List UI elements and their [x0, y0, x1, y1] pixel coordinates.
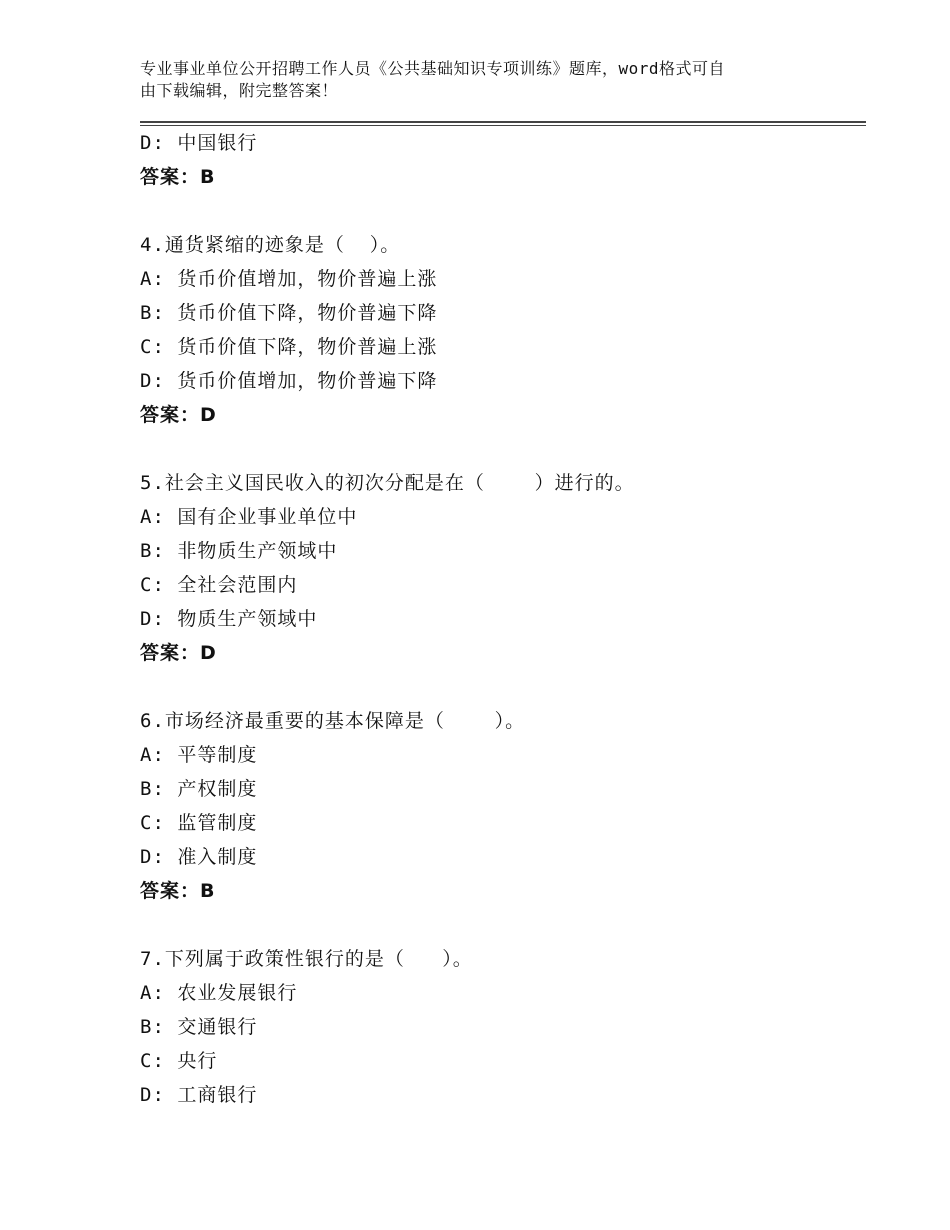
spacer: [140, 194, 866, 228]
header-divider-thick: [140, 121, 866, 123]
question-5-answer: 答案：D: [140, 642, 217, 664]
question-4-option-b: B: 货币价值下降，物价普遍下降: [140, 302, 438, 324]
spacer: [140, 432, 866, 466]
question-6-stem: 6.市场经济最重要的基本保障是（ ）。: [140, 710, 526, 732]
question-6-option-c: C: 监管制度: [140, 812, 258, 834]
question-7-option-c: C: 央行: [140, 1050, 218, 1072]
question-list: [140, 126, 866, 1112]
spacer: [140, 670, 866, 704]
question-7: [140, 942, 866, 1112]
question-4: [140, 228, 866, 432]
question-3-answer: 答案：B: [140, 166, 216, 188]
document-header: [140, 58, 820, 102]
question-4-option-d: D: 货币价值增加，物价普遍下降: [140, 370, 438, 392]
question-4-option-c: C: 货币价值下降，物价普遍上涨: [140, 336, 438, 358]
question-5: [140, 466, 866, 670]
question-7-option-b: B: 交通银行: [140, 1016, 258, 1038]
question-3-option-d: D: 中国银行: [140, 132, 258, 154]
question-5-option-b: B: 非物质生产领域中: [140, 540, 338, 562]
spacer: [140, 908, 866, 942]
question-6-answer: 答案：B: [140, 880, 216, 902]
question-6-option-b: B: 产权制度: [140, 778, 258, 800]
question-7-option-d: D: 工商银行: [140, 1084, 258, 1106]
question-5-option-a: A: 国有企业事业单位中: [140, 506, 358, 528]
question-5-option-c: C: 全社会范围内: [140, 574, 298, 596]
question-5-stem: 5.社会主义国民收入的初次分配是在（ ）进行的。: [140, 472, 635, 494]
header-title-line1: 专业事业单位公开招聘工作人员《公共基础知识专项训练》题库，word格式可自: [140, 59, 726, 78]
question-4-stem: 4.通货紧缩的迹象是（ ）。: [140, 234, 401, 256]
question-4-answer: 答案：D: [140, 404, 217, 426]
question-5-option-d: D: 物质生产领域中: [140, 608, 318, 630]
header-title-line2: 由下载编辑，附完整答案！: [140, 81, 339, 100]
question-7-option-a: A: 农业发展银行: [140, 982, 298, 1004]
question-6-option-a: A: 平等制度: [140, 744, 258, 766]
question-6: [140, 704, 866, 908]
question-6-option-d: D: 准入制度: [140, 846, 258, 868]
question-7-stem: 7.下列属于政策性银行的是（ ）。: [140, 948, 473, 970]
question-4-option-a: A: 货币价值增加，物价普遍上涨: [140, 268, 438, 290]
